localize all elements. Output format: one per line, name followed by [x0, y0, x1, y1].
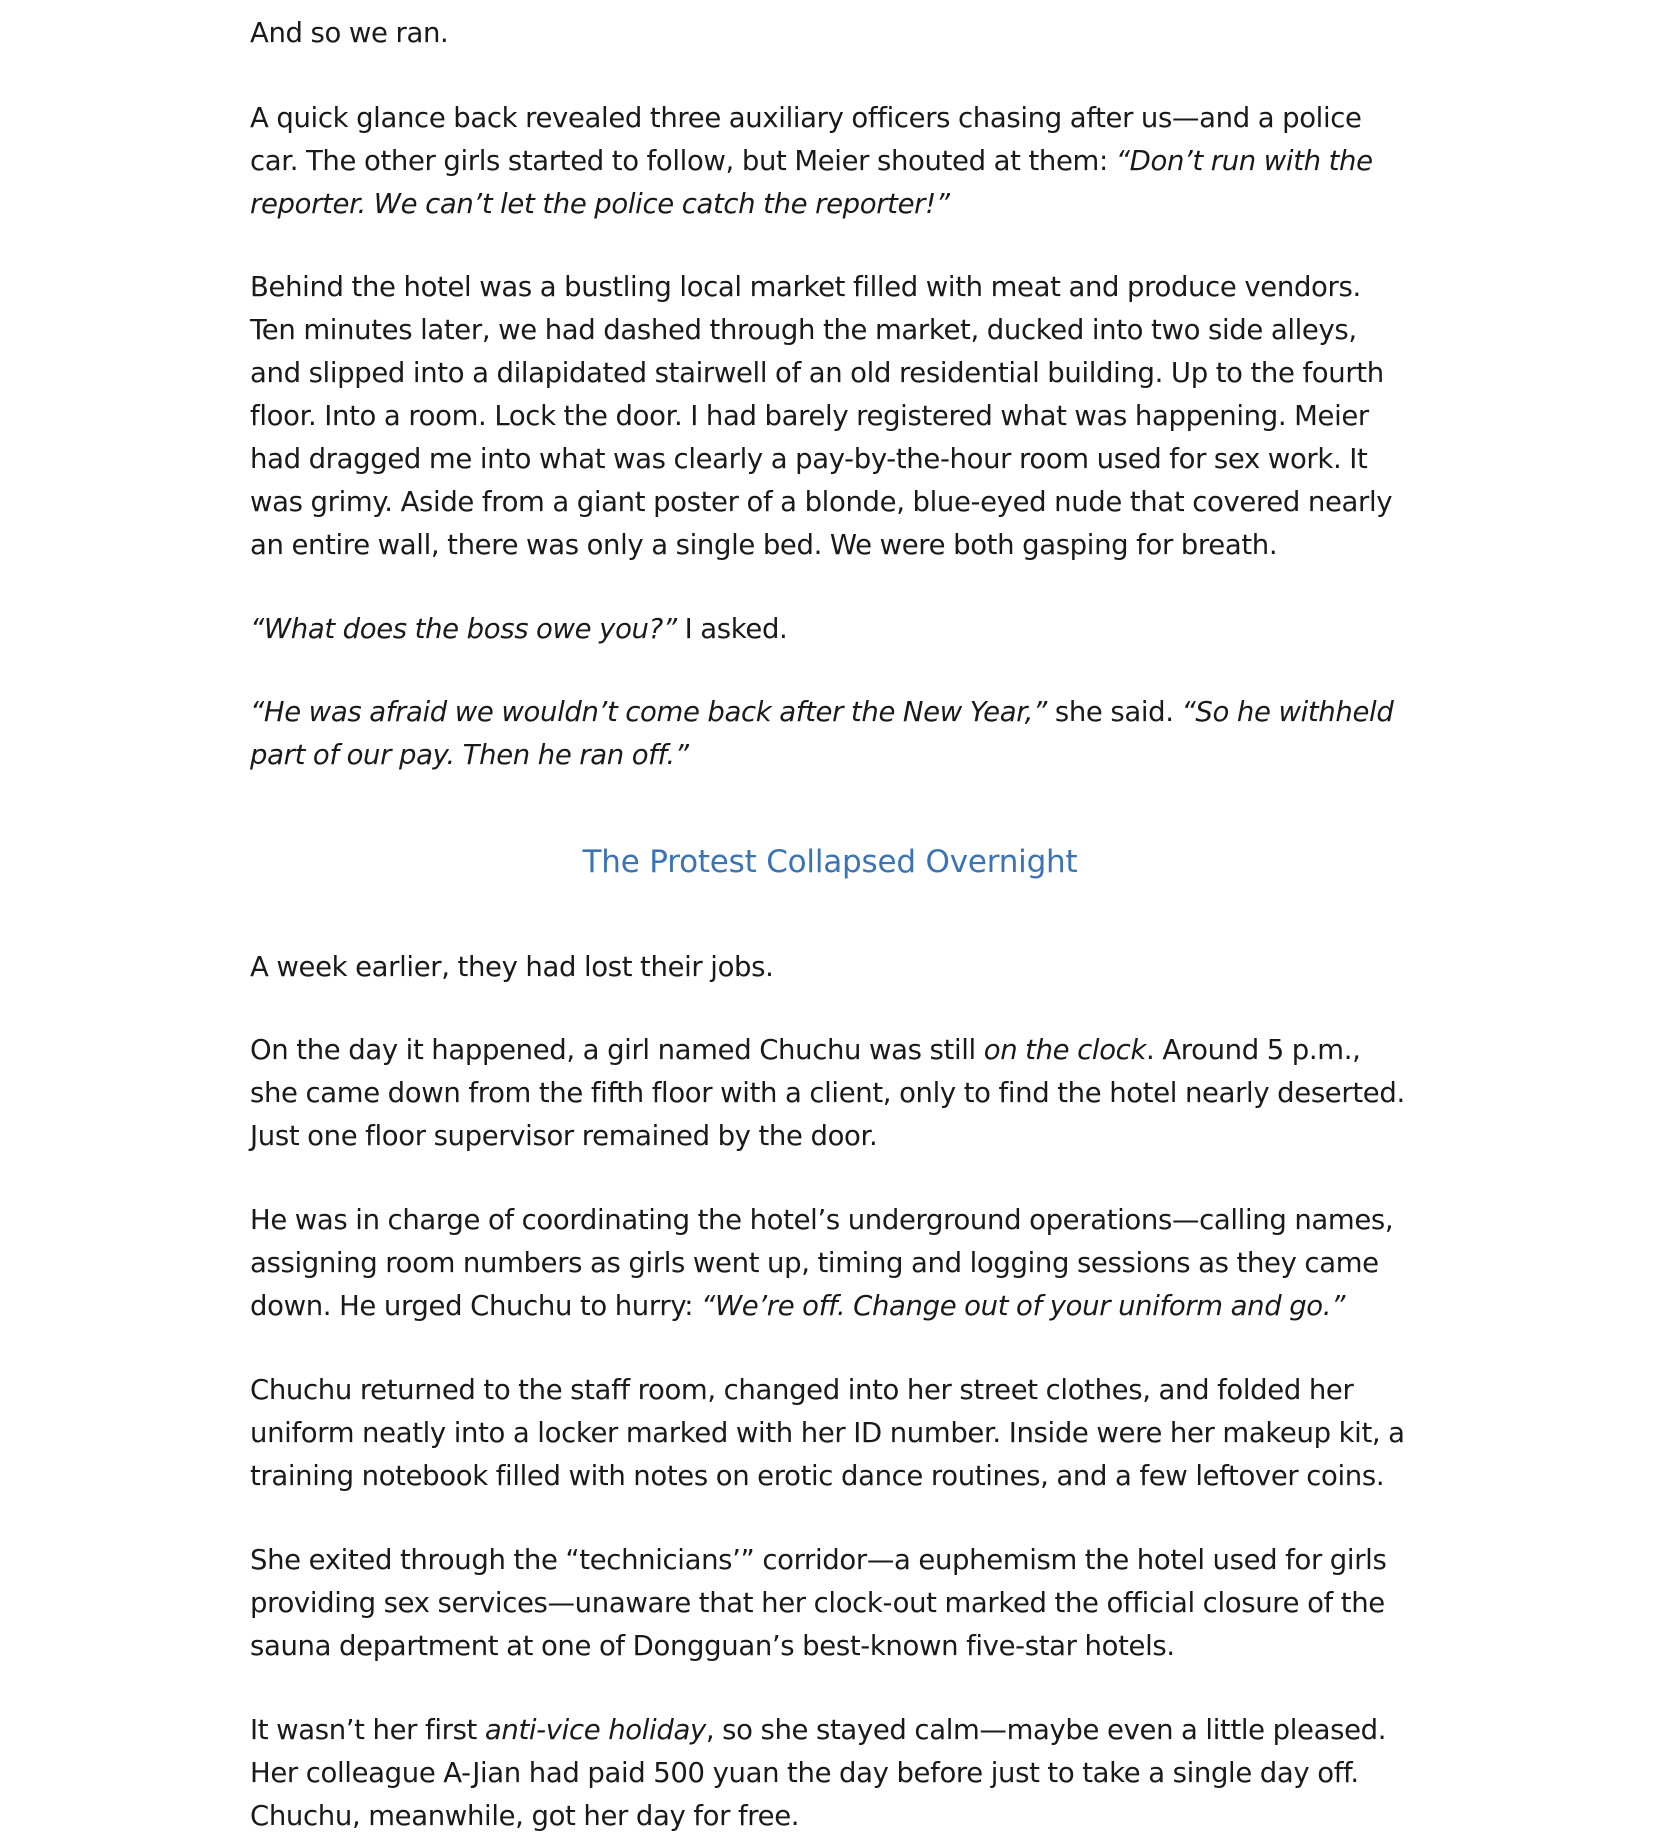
- paragraph-7-text-1: On the day it happened, a girl named Chuchu was still: [250, 1034, 984, 1066]
- paragraph-5-quote-1: “He was afraid we wouldn’t come back after the New Year,”: [250, 696, 1047, 728]
- paragraph-11-text-1: It wasn’t her first: [250, 1714, 485, 1746]
- paragraph-3-text: Behind the hotel was a bustling local market filled with meat and produce vendors. Ten minutes later, we had dashed through the market, ducked into two side alleys, and slipped into a dilapidated stairwell of an old residential building. Up to the fourth floor. Into a room. Lock the door. I had barely registered what was happening. Meier had dragged me into what was clearly a pay-by-the-hour room used for sex work. It was grimy. Aside from a giant poster of a blonde, blue-eyed nude that covered nearly an entire wall, there was only a single bed. We were both gasping for breath.: [250, 271, 1393, 561]
- paragraph-2-quote: “Don’t run with the reporter. We can’t let the police catch the reporter!”: [250, 145, 1373, 220]
- paragraph-7-text-2: . Around 5 p.m., she came down from the fifth floor with a client, only to find the hotel nearly deserted. Just one floor supervisor remained by the door.: [250, 1034, 1405, 1152]
- paragraph-7: [250, 1029, 1410, 1158]
- paragraph-5-quote-2: “So he withheld part of our pay. Then he ran off.”: [250, 696, 1394, 771]
- paragraph-2: [250, 97, 1410, 226]
- paragraph-4: [250, 608, 1410, 651]
- paragraph-4-text: I asked.: [676, 613, 788, 645]
- paragraph-8-quote: “We’re off. Change out of your uniform and go.”: [701, 1290, 1346, 1322]
- paragraph-1: [250, 12, 1410, 55]
- paragraph-5: [250, 691, 1410, 777]
- paragraph-3: [250, 266, 1410, 567]
- paragraph-4-quote: “What does the boss owe you?”: [250, 613, 677, 645]
- paragraph-9-text: Chuchu returned to the staff room, changed into her street clothes, and folded her uniform neatly into a locker marked with her ID number. Inside were her makeup kit, a training notebook filled with notes on erotic dance routines, and a few leftover coins.: [250, 1374, 1405, 1492]
- section-heading: The Protest Collapsed Overnight: [582, 844, 1078, 880]
- paragraph-1-text: And so we ran.: [250, 17, 449, 49]
- paragraph-5-text: she said.: [1046, 696, 1182, 728]
- paragraph-10-text: She exited through the “technicians’” corridor—a euphemism the hotel used for girls providing sex services—unaware that her clock-out marked the official closure of the sauna department at one of Dongguan’s best-known five-star hotels.: [250, 1544, 1387, 1662]
- paragraph-9: [250, 1369, 1410, 1498]
- paragraph-11: [250, 1709, 1410, 1838]
- paragraph-8-text: He was in charge of coordinating the hotel’s underground operations—calling names, assigning room numbers as girls went up, timing and logging sessions as they came down. He urged Chuchu to hurry:: [250, 1204, 1394, 1322]
- paragraph-7-emphasis: on the clock: [983, 1034, 1147, 1066]
- paragraph-10: [250, 1539, 1410, 1668]
- paragraph-6: [250, 946, 1410, 989]
- paragraph-11-text-2: , so she stayed calm—maybe even a little pleased. Her colleague A-Jian had paid 500 yuan the day before just to take a single day off. Chuchu, meanwhile, got her day for free.: [250, 1714, 1387, 1832]
- paragraph-8: [250, 1199, 1410, 1328]
- paragraph-6-text: A week earlier, they had lost their jobs.: [250, 951, 774, 983]
- paragraph-2-text: A quick glance back revealed three auxiliary officers chasing after us—and a police car. The other girls started to follow, but Meier shouted at them:: [250, 102, 1362, 177]
- paragraph-11-emphasis: anti-vice holiday: [484, 1714, 706, 1746]
